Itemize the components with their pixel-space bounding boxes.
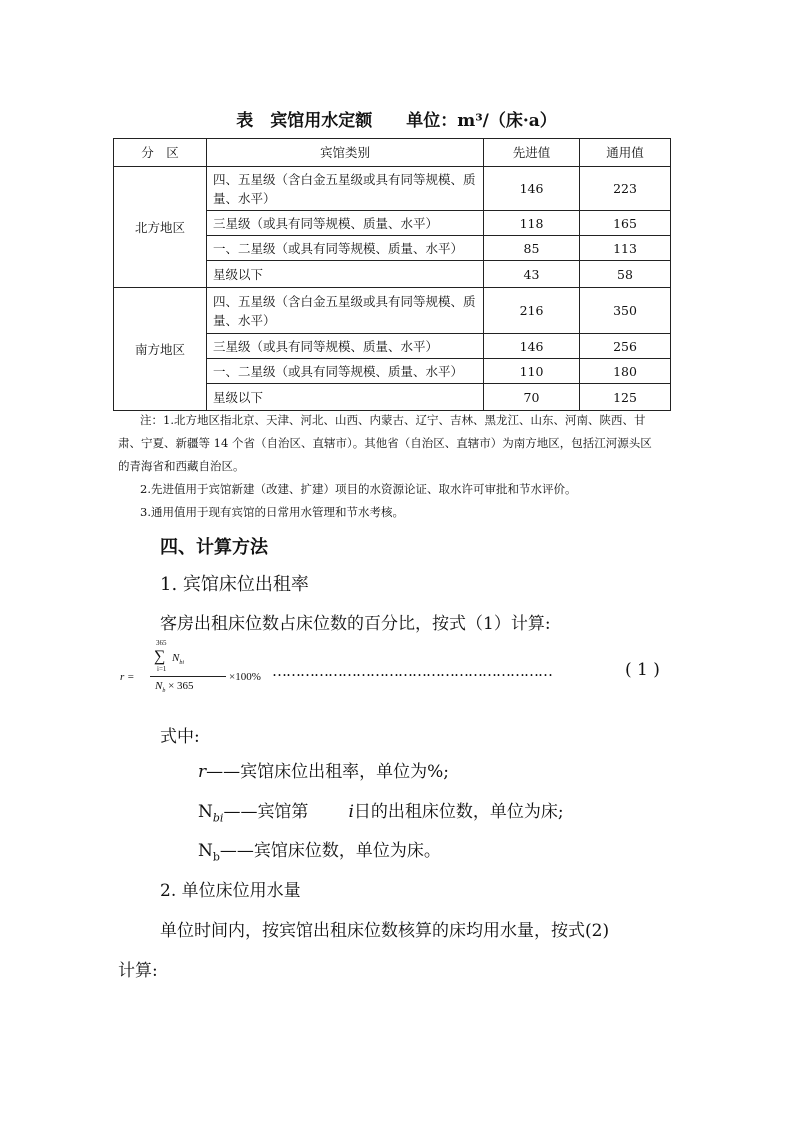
category-cell: 三星级（或具有同等规模、质量、水平）: [207, 211, 484, 236]
fraction-bar: [150, 676, 226, 677]
note-1: 注：1.北方地区指北京、天津、河北、山西、内蒙古、辽宁、吉林、黑龙江、山东、河南、陕西、甘: [140, 413, 646, 427]
category-cell: 三星级（或具有同等规模、质量、水平）: [207, 334, 484, 359]
formula-number: ( 1 ): [625, 660, 660, 680]
advanced-cell: 216: [484, 288, 580, 334]
region-cell: 南方地区: [114, 288, 207, 411]
sum-bottom: i=1: [157, 665, 167, 673]
advanced-cell: 110: [484, 359, 580, 384]
note-1-cont: 肃、宁夏、新疆等 14 个省（自治区、直辖市）。其他省（自治区、直辖市）为南方地区，包括江河源头区: [118, 436, 652, 450]
table-header-row: [114, 139, 671, 167]
definition-text-2: 日的出租床位数，单位为床;: [353, 802, 564, 822]
general-cell: 223: [580, 167, 671, 211]
symbol-i: i: [348, 802, 354, 822]
header-advanced: 先进值: [484, 139, 580, 167]
note-2: 2.先进值用于宾馆新建（改建、扩建）项目的水资源论证、取水许可审批和节水评价。: [140, 482, 577, 496]
table-row: [114, 288, 671, 334]
denominator-symbol: N: [155, 680, 163, 692]
subheading-1: 1. 宾馆床位出租率: [160, 574, 309, 595]
header-category: 宾馆类别: [207, 139, 484, 167]
general-cell: 180: [580, 359, 671, 384]
table-row: [114, 167, 671, 211]
symbol-sub: bi: [212, 811, 224, 825]
advanced-cell: 118: [484, 211, 580, 236]
symbol: r: [198, 762, 207, 782]
definition-nb: [198, 836, 441, 863]
symbol: N: [198, 802, 213, 822]
sum-top: 365: [156, 639, 167, 647]
general-cell: 58: [580, 261, 671, 288]
category-cell: 星级以下: [207, 261, 484, 288]
advanced-cell: 146: [484, 167, 580, 211]
definition-nbi: [198, 797, 564, 824]
note-3: 3.通用值用于现有宾馆的日常用水管理和节水考核。: [140, 505, 404, 519]
category-cell: 一、二星级（或具有同等规模、质量、水平）: [207, 236, 484, 261]
symbol: N: [198, 841, 213, 861]
general-cell: 125: [580, 384, 671, 411]
where-label: 式中:: [160, 727, 200, 747]
advanced-cell: 146: [484, 334, 580, 359]
paragraph-2-cont: 计算:: [118, 961, 158, 981]
subheading-2: 2. 单位床位用水量: [160, 881, 301, 901]
numerator-sub: bi: [179, 660, 185, 667]
definition-text: ——宾馆第: [223, 802, 309, 822]
definition-r: [198, 757, 449, 782]
water-quota-table: [113, 138, 671, 411]
definition-text: ——宾馆床位数，单位为床。: [219, 841, 441, 861]
general-cell: 256: [580, 334, 671, 359]
advanced-cell: 85: [484, 236, 580, 261]
advanced-cell: 43: [484, 261, 580, 288]
category-cell: 四、五星级（含白金五星级或具有同等规模、质量、水平）: [207, 288, 484, 334]
symbol-sub: b: [212, 850, 220, 864]
sigma-icon: ∑: [154, 648, 166, 665]
general-cell: 350: [580, 288, 671, 334]
general-cell: 113: [580, 236, 671, 261]
numerator: [172, 652, 184, 666]
table-title: 表 宾馆用水定额 单位：m³/（床·a）: [236, 111, 557, 131]
general-cell: 165: [580, 211, 671, 236]
category-cell: 星级以下: [207, 384, 484, 411]
region-cell: 北方地区: [114, 167, 207, 288]
category-cell: 四、五星级（含白金五星级或具有同等规模、质量、水平）: [207, 167, 484, 211]
section-heading: 四、计算方法: [160, 537, 268, 558]
paragraph-2: 单位时间内，按宾馆出租床位数核算的床均用水量，按式(2): [160, 921, 610, 941]
multiplier: ×100%: [229, 671, 261, 683]
formula-lhs: r =: [120, 671, 135, 683]
denominator: [155, 680, 194, 694]
definition-text: ——宾馆床位出租率，单位为%;: [206, 762, 450, 782]
numerator-symbol: N: [172, 652, 180, 664]
category-cell: 一、二星级（或具有同等规模、质量、水平）: [207, 359, 484, 384]
denominator-sub: b: [162, 688, 166, 695]
paragraph-1: 客房出租床位数占床位数的百分比，按式（1）计算:: [160, 614, 551, 634]
advanced-cell: 70: [484, 384, 580, 411]
denominator-rest: × 365: [165, 680, 194, 692]
header-region: 分 区: [114, 139, 207, 167]
leader-dots: ……………………………………………………: [272, 662, 552, 680]
note-1-cont2: 的青海省和西藏自治区。: [118, 459, 245, 473]
header-general: 通用值: [580, 139, 671, 167]
